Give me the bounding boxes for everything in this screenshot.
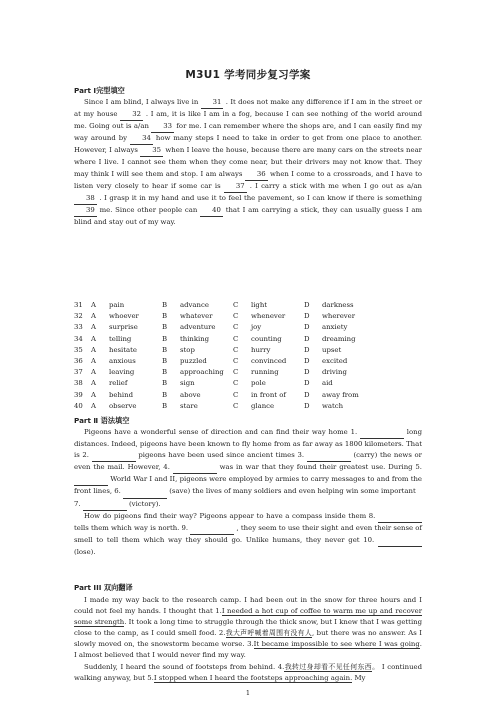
option-letter: D [304,345,310,354]
option-row [74,345,359,356]
question-number: 35 [74,345,83,354]
passage-text: Suddenly, I heard the sound of footsteps from behind. 4. [84,662,285,671]
option-letter: A [91,401,96,410]
passage-text: I made my way back to the research camp. I had been out in the snow for three hours and I could not feel my hands. I thought that 1. [74,596,422,616]
option-letter: D [304,312,310,321]
translation-item-1[interactable]: I needed a hot cup of coffee to warm me up and recover some strength [74,607,422,627]
option-a[interactable]: observe [109,401,137,410]
options-table [74,300,359,412]
translation-item-4[interactable]: 我转过身却看不见任何东西 [284,662,373,671]
option-letter: C [233,345,239,354]
passage-text: World War I and II, pigeons were employed by armies to carry messages to and from the front lines, 6. [74,475,422,496]
option-c[interactable]: light [251,301,268,309]
option-letter: A [91,345,96,354]
passage-text: that I am carrying a stick, they can usually guess I am blind and stay out of my way. [74,205,422,226]
translation-item-2[interactable]: 我大声呼喊着周围有没有人 [225,629,312,638]
option-letter: B [162,323,168,332]
passage-text: me. Since other people can [99,205,198,214]
translation-item-3[interactable]: It became impossible to see where I was going [253,640,420,649]
option-letter: D [304,323,310,332]
passage-text: (save) the lives of many soldiers and even helping win some important [169,487,416,496]
option-letter: C [233,401,239,410]
option-a[interactable]: telling [109,334,132,343]
translation-item-5[interactable]: I stopped when I heard the footsteps approaching again. [153,673,353,682]
option-b[interactable]: puzzled [180,357,207,366]
option-row [74,378,359,389]
option-d[interactable]: anxiety [322,323,348,332]
option-letter: B [162,379,168,388]
option-c[interactable]: running [251,368,279,377]
question-number: 31 [74,301,83,309]
option-row [74,367,359,378]
option-a[interactable]: behind [109,390,133,399]
passage-text: for me. I can remember where the shops are, and I can easily find my way around by [74,122,422,143]
passage-text: (carry) the news or even the mail. However, 4. [74,451,422,472]
blank-31[interactable]: 31 [201,97,224,109]
option-letter: B [162,368,168,377]
option-letter: C [233,357,239,366]
option-letter: D [304,379,310,388]
option-letter: C [233,390,239,399]
option-letter: C [233,301,239,309]
option-b[interactable]: stop [180,345,195,354]
option-b[interactable]: sign [180,379,195,388]
passage-text: Pigeons have a wonderful sense of direction and can find their way home 1. [84,428,358,436]
option-letter: B [162,357,168,366]
option-letter: C [233,368,239,377]
option-letter: D [304,334,310,343]
passage-text: when I leave the house, because there are many cars on the streets near where I live. I cannot see them when they come near, but their drivers may not know that. They may think I will see them and stop. I am always [74,146,422,178]
option-b[interactable]: stare [180,401,198,410]
option-a[interactable]: relief [109,379,128,388]
option-row [74,356,359,367]
option-letter: C [233,334,239,343]
page-title: M3U1 学考同步复习学案 [185,69,311,81]
blank-2[interactable] [92,450,136,462]
option-letter: A [91,390,96,399]
question-number: 32 [74,312,83,321]
passage-text: 。 I continued walking anyway, but 5. [74,662,423,682]
passage-text: . It does not make any difference if I am in the street or at my house [74,98,422,119]
option-row [74,322,359,333]
blank-6[interactable] [123,486,167,498]
blank-7[interactable] [83,499,127,511]
blank-1[interactable] [360,427,404,439]
question-number: 37 [74,368,83,377]
question-number: 38 [74,379,83,388]
passage-text: when I come to a crossroads, and I have to listen very closely to hear if some car is [74,169,422,190]
blank-9[interactable] [190,523,234,535]
option-a[interactable]: pain [109,301,125,309]
blank-38[interactable]: 38 [74,193,97,205]
blank-39[interactable]: 39 [74,205,97,217]
blank-32[interactable]: 32 [120,109,143,121]
option-row [74,390,359,401]
option-b[interactable]: above [180,390,201,399]
option-b[interactable]: approaching [180,368,224,377]
passage-text: (lose). [74,547,96,556]
part2-heading: Part Ⅱ 语法填空 [74,416,130,425]
option-letter: C [233,323,239,332]
passage-text: pigeons have been used since ancient times 3. [138,451,305,460]
option-b[interactable]: adventure [180,323,216,332]
part3-heading: Part III 双向翻译 [74,583,133,592]
option-row [74,334,359,345]
part1-passage [74,97,422,228]
option-d[interactable]: watch [322,401,344,410]
option-c[interactable]: counting [251,334,282,343]
option-letter: B [162,301,168,309]
passage-text: . I carry a stick with me when I go out as a/an [249,181,422,190]
option-c[interactable]: convinced [251,357,287,366]
passage-text: My [352,673,366,682]
option-a[interactable]: hesitate [109,345,137,354]
option-d[interactable]: excited [322,357,348,366]
passage-text: . I almost believed that I would never find my way. [74,640,422,660]
option-d[interactable]: dreaming [322,334,356,343]
passage-text: . I grasp it in my hand and use it to feel the pavement, so I can know if there is something [99,193,422,202]
blank-33[interactable]: 33 [151,121,174,133]
option-letter: A [91,301,96,309]
blank-10[interactable] [378,535,422,547]
option-b[interactable]: advance [180,301,209,309]
option-letter: A [91,312,96,321]
option-d[interactable]: upset [322,345,342,354]
option-letter: A [91,334,96,343]
question-number: 33 [74,323,83,332]
option-letter: B [162,312,168,321]
blank-4[interactable] [173,462,217,474]
option-letter: B [162,401,168,410]
passage-text: was in war that they found their greatest use. During 5. [219,463,422,472]
option-letter: A [91,368,96,377]
passage-text: long distances. Indeed, pigeons have been known to fly home from as far away as 1800 kilometers. That is 2. [74,428,422,460]
option-d[interactable]: away from [322,390,359,399]
option-letter: A [91,379,96,388]
option-letter: C [233,379,239,388]
passage-text: 7. [74,499,81,508]
question-number: 40 [74,401,83,410]
question-number: 39 [74,390,83,399]
blank-5[interactable] [74,474,108,486]
option-b[interactable]: thinking [180,334,210,343]
option-d[interactable]: aid [322,379,333,388]
option-a[interactable]: surprise [109,323,138,332]
option-letter: C [233,312,239,321]
option-c[interactable]: pole [251,379,266,388]
option-a[interactable]: leaving [109,368,135,377]
option-letter: B [162,334,168,343]
option-d[interactable]: darkness [322,301,354,309]
passage-text: , but there was no answer. As I slowly moved on, the snowstorm became worse. 3. [74,629,422,649]
option-letter: A [91,323,96,332]
option-letter: D [304,390,310,399]
blank-35[interactable]: 35 [140,145,163,157]
question-number: 36 [74,357,83,366]
option-letter: B [162,390,168,399]
option-row [74,300,359,311]
passage-text: , they seem to use their sight and even their sense of smell to tell them which way they should go. Unlike humans, they never get 10. [74,523,422,544]
passage-text: (victory). [128,499,161,508]
option-c[interactable]: whenever [251,312,286,321]
blank-40[interactable]: 40 [200,205,223,217]
option-c[interactable]: in front of [251,390,286,399]
option-letter: B [162,345,168,354]
passage-text: How do pigeons find their way? Pigeons appear to have a compass inside them 8. [84,511,376,520]
blank-34[interactable]: 34 [130,133,153,145]
option-letter: D [304,368,310,377]
option-d[interactable]: wherever [322,312,356,321]
option-row [74,311,359,322]
option-a[interactable]: whoever [109,312,139,321]
part1-heading: Part Ⅰ完型填空 [74,86,125,95]
passage-text: . It took a long time to struggle through the thick snow, but I knew that I was getting close to the camp, as I could smell food. 2. [74,618,422,638]
blank-37[interactable]: 37 [224,181,247,193]
page-number: 1 [245,689,251,697]
option-c[interactable]: joy [251,323,262,332]
option-c[interactable]: hurry [251,345,271,354]
blank-36[interactable]: 36 [245,169,268,181]
passage-text: tells them which way is north. 9. [74,523,189,532]
option-c[interactable]: glance [251,401,275,410]
part3-passage [74,595,422,684]
passage-text: . I am, it is like I am in a fog, because I can see nothing of the world around me. Going out is a/an [74,110,422,131]
passage-text: how many steps I need to take in order to get from one place to another. However, I always [74,134,423,155]
option-d[interactable]: driving [322,368,347,377]
option-a[interactable]: anxious [109,357,136,366]
passage-text: Since I am blind, I always live in [84,98,199,106]
option-letter: D [304,401,310,410]
option-letter: D [304,357,310,366]
option-letter: D [304,301,310,309]
blank-3[interactable] [307,450,351,462]
option-b[interactable]: whatever [180,312,213,321]
blank-8[interactable] [378,511,422,523]
part2-passage [74,427,422,558]
option-letter: A [91,357,96,366]
question-number: 34 [74,334,83,343]
option-row [74,401,359,412]
